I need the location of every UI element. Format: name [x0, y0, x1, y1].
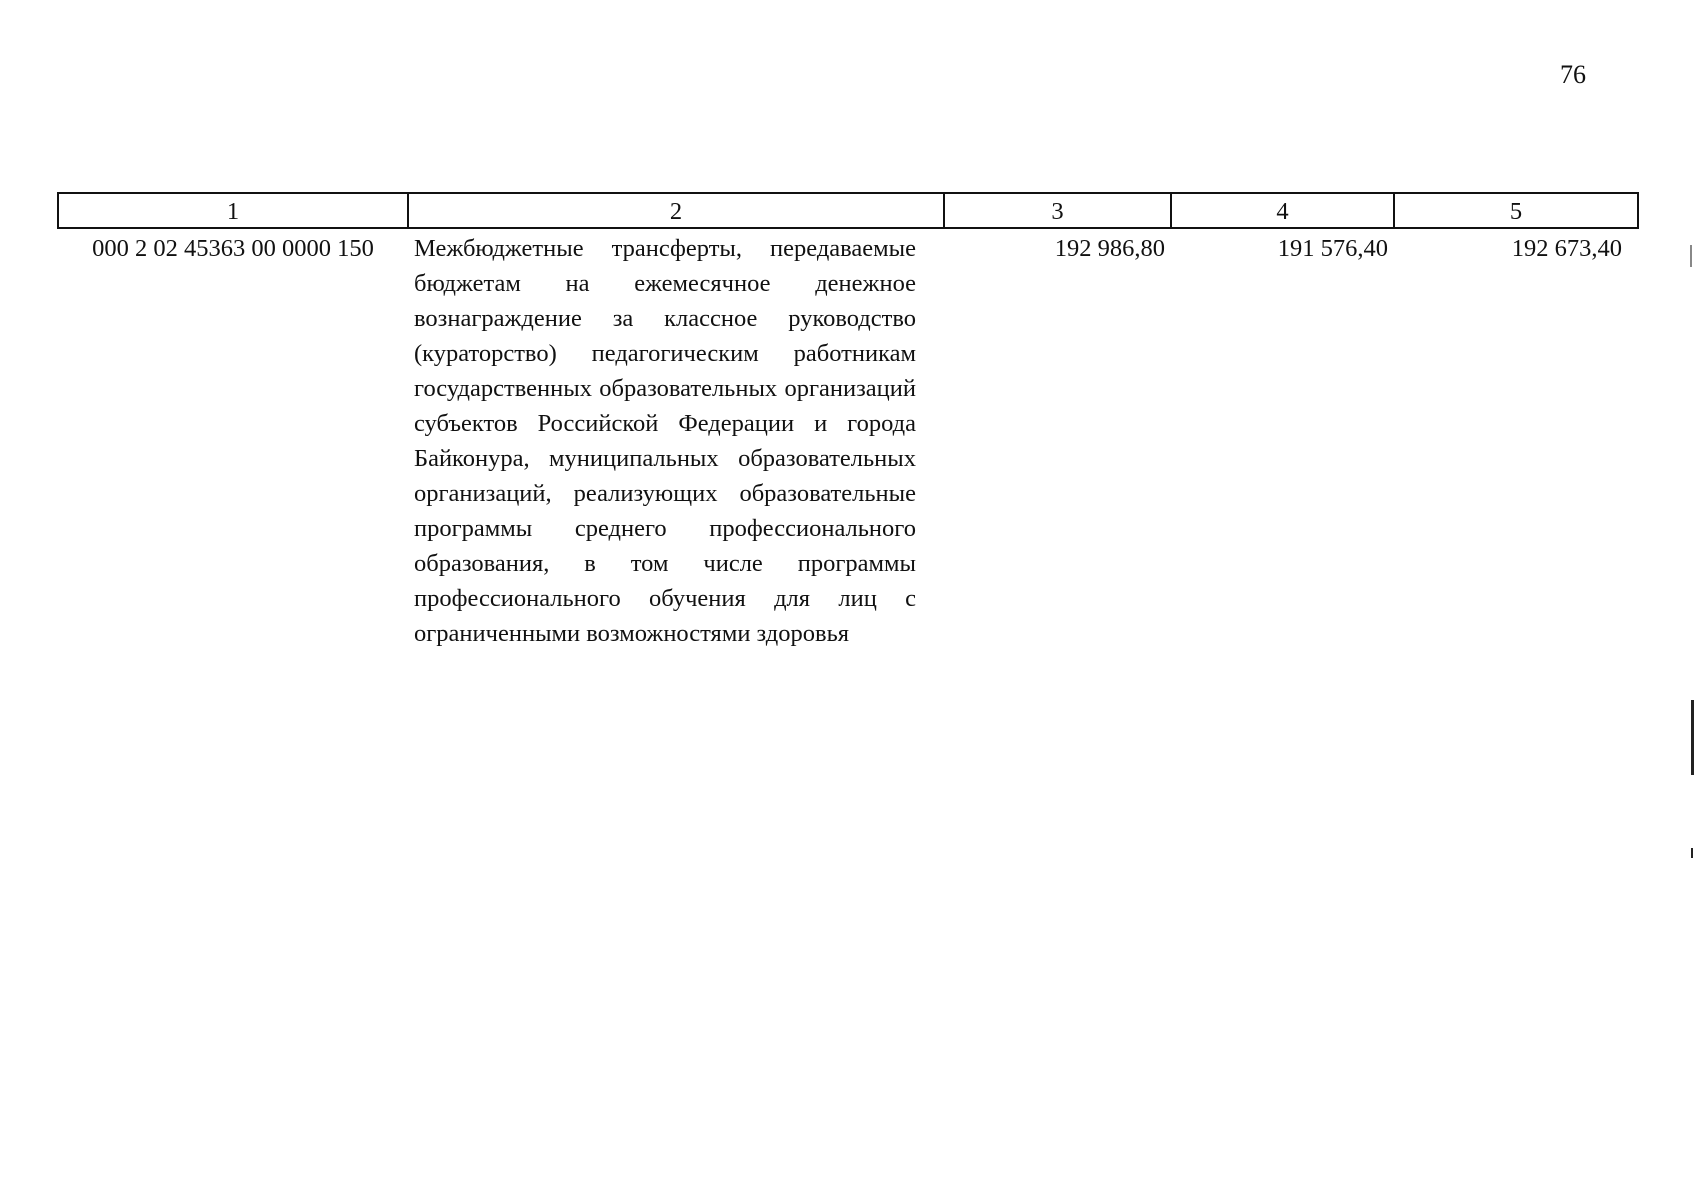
- header-col-3: 3: [944, 193, 1171, 228]
- header-col-2: 2: [408, 193, 944, 228]
- table-body: [58, 228, 1638, 651]
- budget-table: [57, 192, 1639, 651]
- amount-col-3-cell: 192 986,80: [1054, 235, 1165, 262]
- table-header: [58, 193, 1638, 228]
- header-row: [58, 193, 1638, 228]
- table-row: [58, 228, 1638, 651]
- header-col-5: 5: [1394, 193, 1638, 228]
- header-col-1: 1: [58, 193, 408, 228]
- description-cell: Межбюджетные трансферты, передаваемые бюджетам на ежемесячное денежное вознаграждение за классное руководство (кураторство) педагогическим работникам государственных образовательных организаций субъектов Российской Федерации и города Байконура, муниципальных образовательных организаций, реализующих образовательные программы среднего профессионального образования, в том числе программы профессионального обучения для лиц с ограниченными возможностями здоровья: [414, 235, 916, 647]
- header-col-4: 4: [1171, 193, 1394, 228]
- page-number: 76: [1560, 60, 1586, 89]
- budget-code-cell: 000 2 02 45363 00 0000 150: [92, 235, 374, 262]
- amount-col-4-cell: 191 576,40: [1277, 235, 1388, 262]
- scan-margin-mark: [1690, 245, 1692, 267]
- amount-col-5-cell: 192 673,40: [1511, 235, 1622, 262]
- scan-margin-mark: [1691, 700, 1694, 775]
- scan-margin-mark: [1691, 848, 1693, 858]
